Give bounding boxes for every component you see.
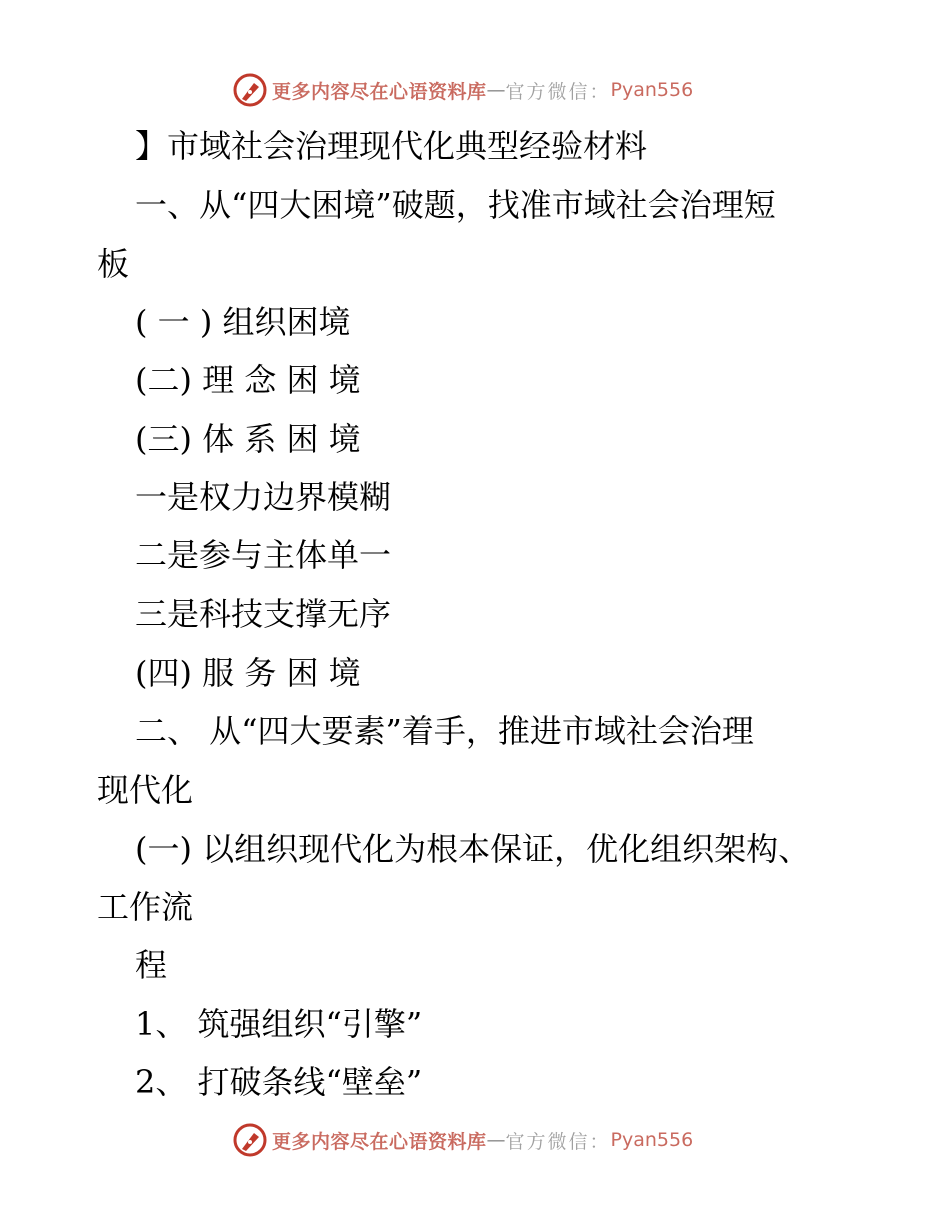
- item-1-1: ( 一 ) 组织困境: [135, 303, 351, 341]
- watermark-brand: 更多内容尽在心语资料库: [272, 1130, 487, 1153]
- watermark-dash: —: [486, 79, 506, 101]
- watermark-wechat-label: 官方微信：: [505, 80, 611, 103]
- item-1-3: (三) 体 系 困 境: [135, 420, 361, 458]
- header-watermark: [232, 72, 693, 108]
- footer-watermark: [232, 1122, 693, 1158]
- document-title: 】市域社会治理现代化典型经验材料: [135, 127, 648, 165]
- sub-item-2: 2、 打破条线“壁垒”: [135, 1063, 423, 1101]
- sub-item-1: 1、 筑强组织“引擎”: [135, 1005, 423, 1043]
- watermark-dash: —: [486, 1129, 506, 1151]
- pen-nib-circle-icon: [232, 1122, 268, 1158]
- section-1-heading-cont: 板: [97, 245, 130, 283]
- watermark-wechat-id: Pyan556: [610, 1129, 694, 1151]
- watermark-brand: 更多内容尽在心语资料库: [272, 80, 487, 103]
- point-2: 二是参与主体单一: [135, 536, 392, 574]
- pen-nib-circle-icon: [232, 72, 268, 108]
- section-1-heading: 一、从“四大困境”破题，找准市域社会治理短: [135, 186, 776, 224]
- watermark-wechat-label: 官方微信：: [505, 1130, 611, 1153]
- point-1: 一是权力边界模糊: [135, 478, 392, 516]
- item-2-1-cont-2: 程: [135, 946, 168, 984]
- item-2-1-cont: 工作流: [97, 888, 194, 926]
- item-2-1: (一) 以组织现代化为根本保证，优化组织架构、: [135, 830, 811, 868]
- item-1-4: (四) 服 务 困 境: [135, 654, 361, 692]
- watermark-wechat-id: Pyan556: [610, 79, 694, 101]
- section-2-heading-cont: 现代化: [97, 771, 194, 809]
- item-1-2: (二) 理 念 困 境: [135, 361, 361, 399]
- point-3: 三是科技支撑无序: [135, 595, 392, 633]
- section-2-heading: 二、 从“四大要素”着手，推进市域社会治理: [135, 712, 754, 750]
